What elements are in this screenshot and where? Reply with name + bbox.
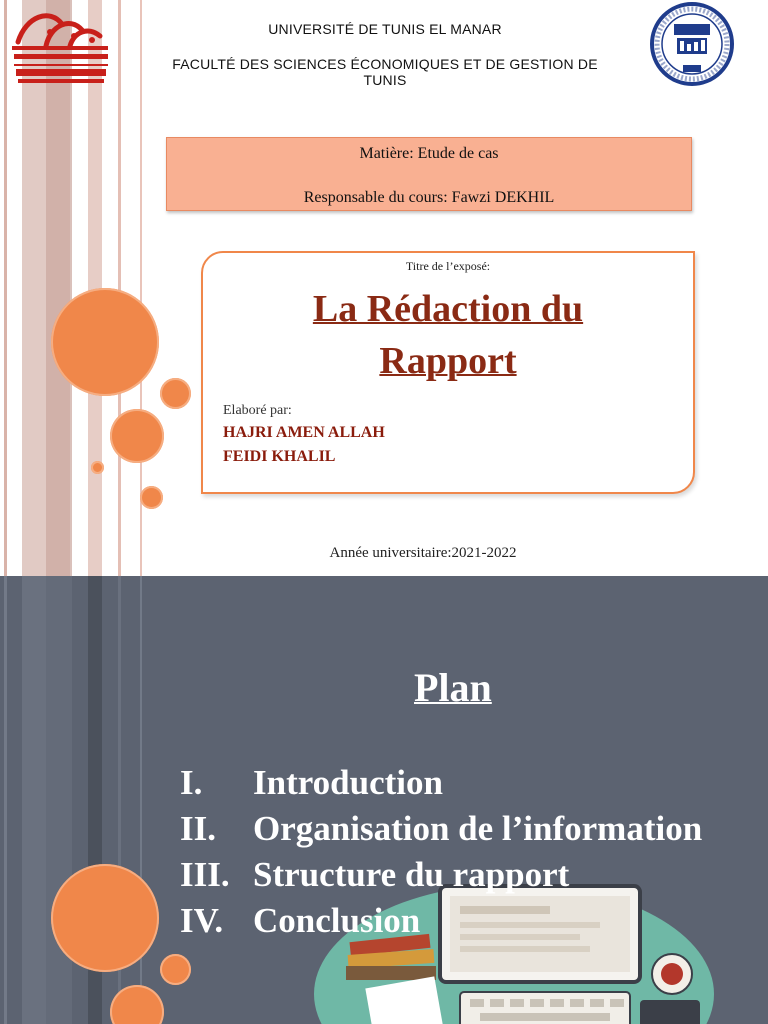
faculty-name: FACULTÉ DES SCIENCES ÉCONOMIQUES ET DE GESTION DE TUNIS (172, 56, 598, 88)
plan-list (180, 760, 740, 944)
title-label: Titre de l’exposé: (405, 259, 491, 273)
course-responsible: Responsable du cours: Fawzi DEKHIL (303, 189, 555, 206)
plan-item-number: I. (180, 763, 203, 802)
presentation-title-box (201, 251, 695, 494)
decor-stripe (118, 0, 121, 576)
decor-stripe (4, 576, 7, 1024)
plan-item (180, 898, 740, 944)
plan-item-text: Conclusion (253, 901, 421, 940)
decor-stripe (46, 0, 72, 576)
plan-item (180, 806, 740, 852)
plan-item-text: Organisation de l’information (253, 809, 703, 848)
decor-stripe (4, 0, 7, 576)
author-name: HAJRI AMEN ALLAH (223, 424, 385, 441)
decor-circle (140, 486, 163, 509)
decor-circle (110, 985, 164, 1024)
plan-item-number: II. (180, 809, 216, 848)
plan-item-text: Introduction (253, 763, 443, 802)
course-subject: Matière: Etude de cas (359, 145, 499, 162)
plan-title: Plan (414, 665, 492, 710)
course-info-box (166, 137, 692, 211)
title-line-1: La Rédaction du (312, 288, 584, 330)
decor-circle (51, 864, 159, 972)
author-name: FEIDI KHALIL (223, 448, 336, 465)
fsegt-logo (643, 2, 741, 86)
prepared-by-label: Elaboré par: (223, 403, 292, 418)
utm-logo (8, 2, 114, 86)
decor-circle (51, 288, 159, 396)
university-name: UNIVERSITÉ DE TUNIS EL MANAR (268, 21, 502, 37)
decor-circle (91, 461, 104, 474)
plan-item (180, 760, 740, 806)
plan-item-text: Structure du rapport (253, 855, 570, 894)
decor-circle (160, 954, 191, 985)
title-line-2: Rapport (379, 340, 517, 382)
plan-slide (0, 576, 768, 1024)
academic-year: Année universitaire:2021-2022 (329, 545, 517, 561)
presentation-title (203, 283, 693, 387)
decor-circle (110, 409, 164, 463)
plan-item-number: IV. (180, 901, 224, 940)
plan-item-number: III. (180, 855, 230, 894)
decor-circle (160, 378, 191, 409)
plan-item (180, 852, 740, 898)
